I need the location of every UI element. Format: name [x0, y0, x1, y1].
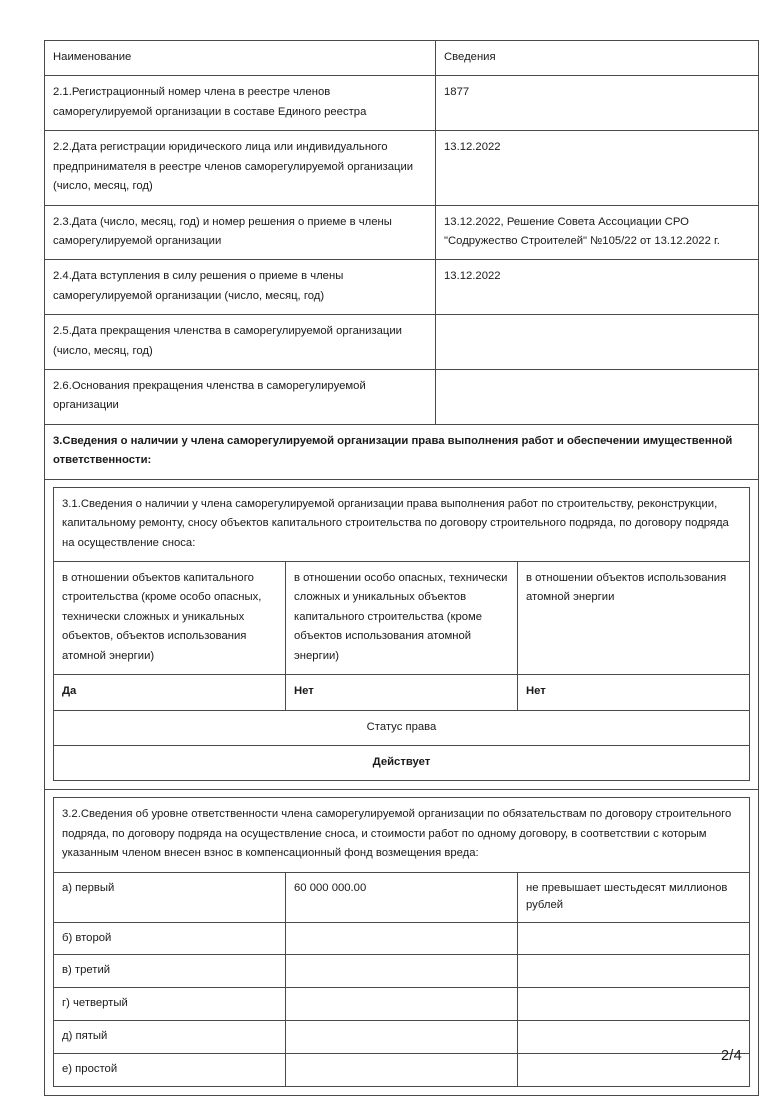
rights-answer-nuclear-objects: Нет [518, 675, 750, 710]
row-value-2-5 [436, 315, 759, 370]
rights-column-ordinary-objects: в отношении объектов капитального строительства (кроме особо опасных, технически сложных и уникальных объектов, объектов использования атомной энергии) [54, 562, 286, 675]
section-3-2-container [45, 790, 759, 1096]
table-row [45, 370, 759, 425]
liability-level-description-4 [518, 988, 750, 1021]
row-value-2-2: 13.12.2022 [436, 131, 759, 205]
liability-level-label-6: е) простой [54, 1054, 286, 1087]
liability-levels-table [53, 797, 750, 1087]
liability-level-amount-1: 60 000 000.00 [286, 872, 518, 922]
row-label-2-4: 2.4.Дата вступления в силу решения о приеме в члены саморегулируемой организации (число, месяц, год) [45, 260, 436, 315]
liability-level-label-2: б) второй [54, 922, 286, 955]
liability-level-row [54, 988, 750, 1021]
liability-level-row [54, 922, 750, 955]
row-label-2-2: 2.2.Дата регистрации юридического лица или индивидуального предпринимателя в реестре членов саморегулируемой организации (число, месяц, год) [45, 131, 436, 205]
rights-table [53, 487, 750, 782]
section-3-heading-row [45, 424, 759, 479]
section-3-heading: 3.Сведения о наличии у члена саморегулируемой организации права выполнения работ и обеспечении имущественной ответственности: [45, 424, 759, 479]
table-header-row [45, 41, 759, 76]
liability-level-amount-5 [286, 1021, 518, 1054]
table-row [45, 131, 759, 205]
column-header-value: Сведения [436, 41, 759, 76]
table-row [45, 205, 759, 260]
liability-level-label-3: в) третий [54, 955, 286, 988]
rights-answer-hazardous-objects: Нет [286, 675, 518, 710]
rights-columns-row [54, 562, 750, 675]
liability-level-label-5: д) пятый [54, 1021, 286, 1054]
row-value-2-6 [436, 370, 759, 425]
page-number: 2/4 [720, 1048, 742, 1064]
rights-column-hazardous-objects: в отношении особо опасных, технически сложных и уникальных объектов капитального строительства (кроме объектов использования атомной энергии) [286, 562, 518, 675]
rights-intro-row [54, 487, 750, 561]
table-row [45, 260, 759, 315]
liability-level-row [54, 872, 750, 922]
liability-level-amount-2 [286, 922, 518, 955]
row-value-2-1: 1877 [436, 76, 759, 131]
liability-level-amount-6 [286, 1054, 518, 1087]
liability-level-description-6 [518, 1054, 750, 1087]
table-row [45, 315, 759, 370]
column-header-name: Наименование [45, 41, 436, 76]
row-label-2-5: 2.5.Дата прекращения членства в саморегулируемой организации (число, месяц, год) [45, 315, 436, 370]
liability-level-description-3 [518, 955, 750, 988]
liability-level-amount-4 [286, 988, 518, 1021]
liability-level-row [54, 1021, 750, 1054]
registry-extract-table [44, 40, 759, 1096]
rights-intro-text: 3.1.Сведения о наличии у члена саморегулируемой организации права выполнения работ по строительству, реконструкции, капитальному ремонту, сносу объектов капитального строительства по договору строительного подряда, по договору подряда на осуществление сноса: [54, 487, 750, 561]
liability-level-label-1: а) первый [54, 872, 286, 922]
liability-intro-text: 3.2.Сведения об уровне ответственности члена саморегулируемой организации по обязательствам по договору строительного подряда, по договору подряда на осуществление сноса, и стоимости работ по одному договору, в соответствии с которым указанным членом внесен взнос в компенсационный фонд возмещения вреда: [54, 798, 750, 872]
rights-status-value-row [54, 745, 750, 780]
rights-answer-ordinary-objects: Да [54, 675, 286, 710]
liability-intro-row [54, 798, 750, 872]
liability-level-row [54, 955, 750, 988]
section-3-1-wrapper-row [45, 479, 759, 790]
row-value-2-3: 13.12.2022, Решение Совета Ассоциации СРО "Содружество Строителей" №105/22 от 13.12.2022 г. [436, 205, 759, 260]
liability-level-label-4: г) четвертый [54, 988, 286, 1021]
rights-status-value: Действует [54, 745, 750, 780]
rights-column-nuclear-objects: в отношении объектов использования атомной энергии [518, 562, 750, 675]
liability-level-description-5 [518, 1021, 750, 1054]
row-label-2-1: 2.1.Регистрационный номер члена в реестре членов саморегулируемой организации в составе Единого реестра [45, 76, 436, 131]
rights-status-label-row [54, 710, 750, 745]
table-row [45, 76, 759, 131]
row-label-2-6: 2.6.Основания прекращения членства в саморегулируемой организации [45, 370, 436, 425]
liability-level-row [54, 1054, 750, 1087]
row-value-2-4: 13.12.2022 [436, 260, 759, 315]
liability-level-description-2 [518, 922, 750, 955]
rights-status-label: Статус права [54, 710, 750, 745]
row-label-2-3: 2.3.Дата (число, месяц, год) и номер решения о приеме в члены саморегулируемой организации [45, 205, 436, 260]
liability-level-amount-3 [286, 955, 518, 988]
section-3-1-container [45, 479, 759, 790]
document-page [44, 40, 733, 1096]
liability-level-description-1: не превышает шестьдесят миллионов рублей [518, 872, 750, 922]
rights-answers-row [54, 675, 750, 710]
section-3-2-wrapper-row [45, 790, 759, 1096]
